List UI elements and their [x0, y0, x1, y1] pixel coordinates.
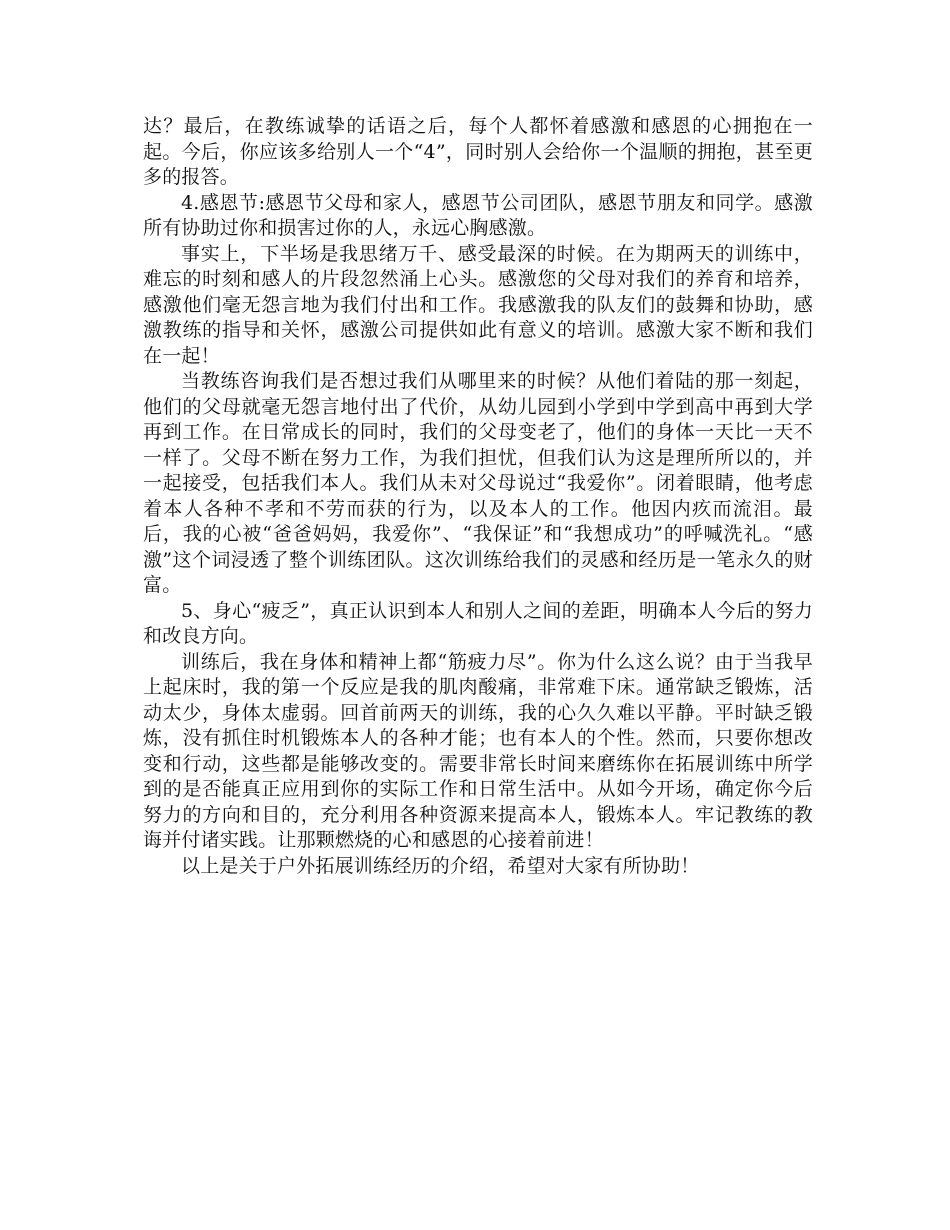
paragraph-4: 当教练咨询我们是否想过我们从哪里来的时候？从他们着陆的那一刻起，他们的父母就毫无怨言地付出了代价，从幼儿园到小学到中学到高中再到大学再到工作。在日常成长的同时，我们的父母变老了，他们的身体一天比一天不一样了。父母不断在努力工作，为我们担忧，但我们认为这是理所所以的，并一起接受，包括我们本人。我们从未对父母说过“我爱你”。闭着眼睛，他考虑着本人各种不孝和不劳而获的行为，以及本人的工作。他因内疚而流泪。最后，我的心被“爸爸妈妈，我爱你”、“我保证”和“我想成功”的呼喊洗礼。“感激”这个词浸透了整个训练团队。这次训练给我们的灵感和经历是一笔永久的财富。 [143, 370, 813, 596]
document-body [143, 114, 813, 879]
paragraph-3: 事实上，下半场是我思绪万千、感受最深的时候。在为期两天的训练中，难忘的时刻和感人的片段忽然涌上心头。感激您的父母对我们的养育和培养，感激他们毫无怨言地为我们付出和工作。我感激我的队友们的鼓舞和协助，感激教练的指导和关怀，感激公司提供如此有意义的培训。感激大家不断和我们在一起！ [143, 242, 813, 367]
paragraph-1: 达？最后，在教练诚挚的话语之后，每个人都怀着感激和感恩的心拥抱在一起。今后，你应该多给别人一个“4”，同时别人会给你一个温顺的拥抱，甚至更多的报答。 [143, 115, 813, 188]
paragraph-2: 4.感恩节:感恩节父母和家人，感恩节公司团队，感恩节朋友和同学。感激所有协助过你和损害过你的人，永远心胸感激。 [143, 191, 813, 239]
paragraph-5: 5、身心“疲乏”，真正认识到本人和别人之间的差距，明确本人今后的努力和改良方向。 [143, 599, 813, 647]
paragraph-6: 训练后，我在身体和精神上都“筋疲力尽”。你为什么这么说？由于当我早上起床时，我的第一个反应是我的肌肉酸痛，非常难下床。通常缺乏锻炼，活动太少，身体太虚弱。回首前两天的训练，我的心久久难以平静。平时缺乏锻炼，没有抓住时机锻炼本人的各种才能；也有本人的个性。然而，只要你想改变和行动，这些都是能够改变的。需要非常长时间来磨练你在拓展训练中所学到的是否能真正应用到你的实际工作和日常生活中。从如今开场，确定你今后努力的方向和目的，充分利用各种资源来提高本人，锻炼本人。牢记教练的教诲并付诸实践。让那颗燃烧的心和感恩的心接着前进！ [143, 650, 813, 851]
paragraph-7: 以上是关于户外拓展训练经历的介绍，希望对大家有所协助！ [181, 854, 700, 877]
